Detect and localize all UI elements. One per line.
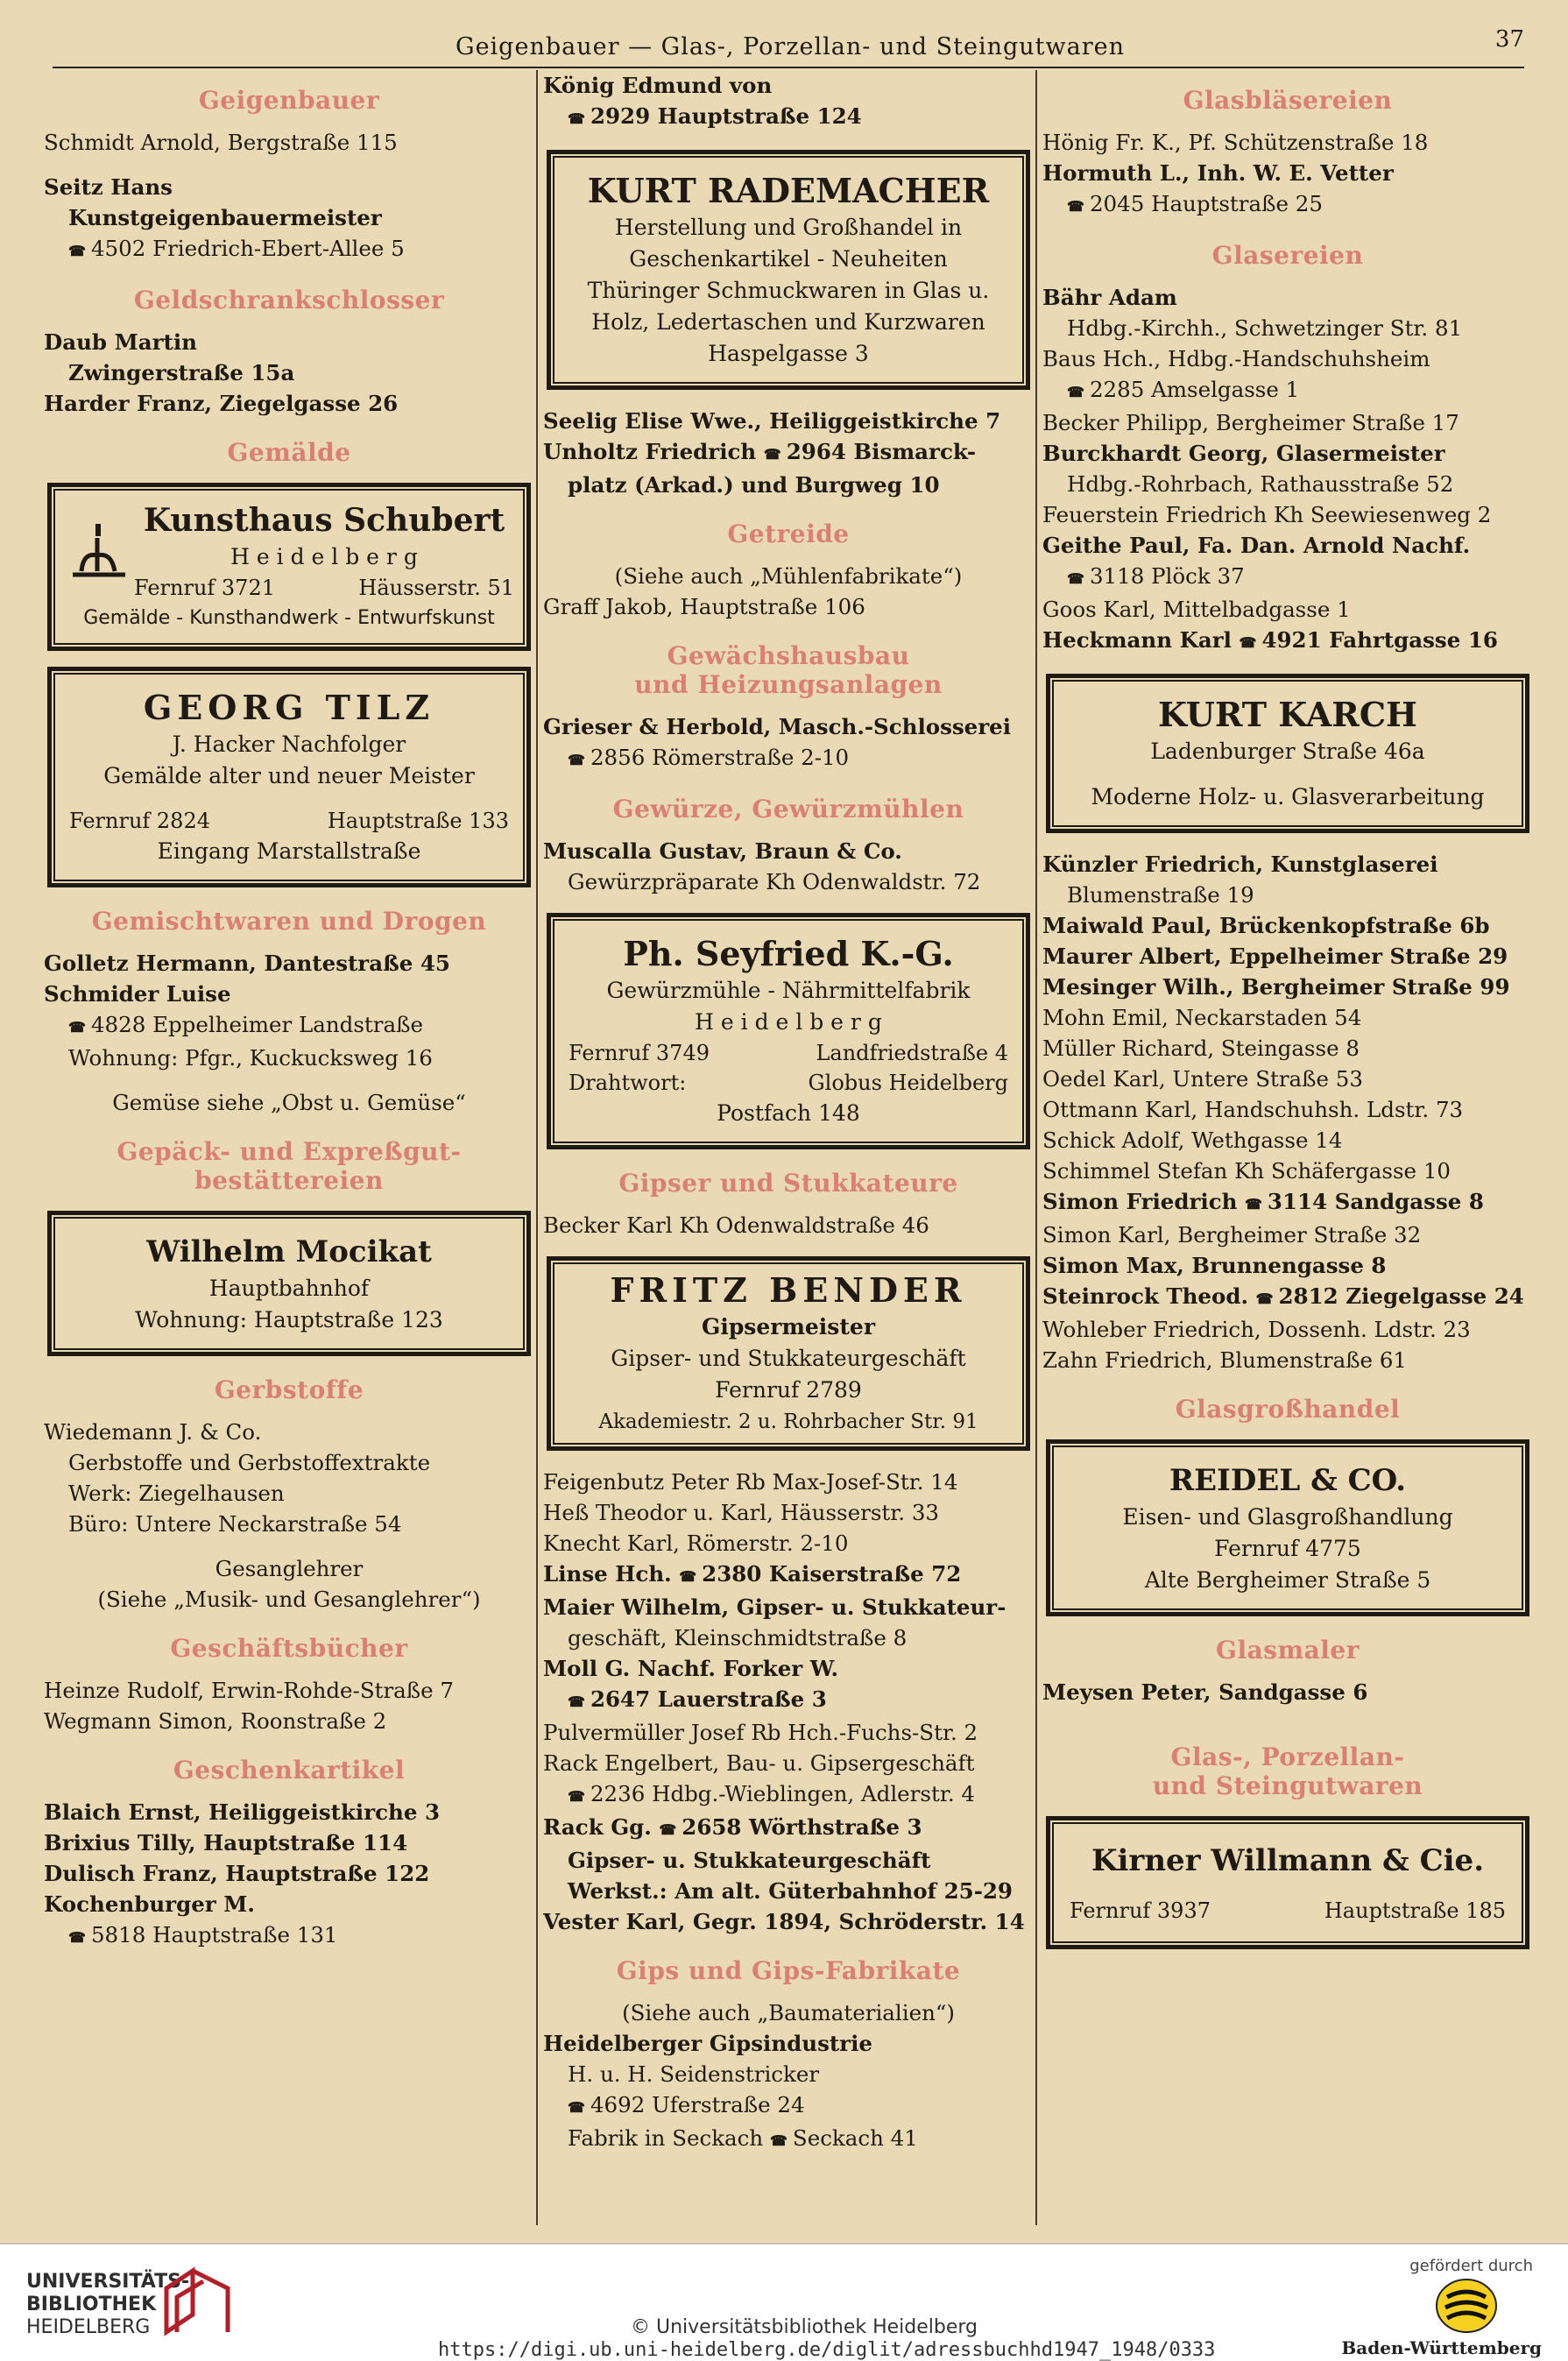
ad-line: Eingang Marstallstraße [157, 838, 421, 864]
entry: Maurer Albert, Eppelheimer Straße 29 [1042, 944, 1508, 969]
section-heading: Getreide [727, 520, 850, 548]
ad-street: Landfriedstraße 4 [816, 1041, 1008, 1065]
entry: Oedel Karl, Untere Straße 53 [1042, 1066, 1363, 1092]
cross-reference: (Siehe „Musik- und Gesanglehrer“) [97, 1587, 481, 1612]
ad-georg-tilz [47, 667, 531, 887]
telephone-icon: ☎ [68, 1929, 86, 1946]
entry: Becker Philipp, Bergheimer Straße 17 [1042, 410, 1459, 435]
ad-name: KURT RADEMACHER [587, 171, 990, 210]
ad-line: Gemälde alter und neuer Meister [103, 763, 475, 788]
entry: Feigenbutz Peter Rb Max-Josef-Str. 14 [543, 1469, 958, 1495]
section-heading: bestättereien [194, 1166, 384, 1195]
entry: Gerbstoffe und Gerbstoffextrakte [68, 1450, 431, 1475]
entry: Heckmann Karl ☎ 4921 Fahrtgasse 16 [1042, 627, 1498, 653]
ad-kirner-willmann [1046, 1816, 1529, 1949]
entry: Gipser- u. Stukkateurgeschäft [568, 1848, 931, 1873]
section-heading: Glasgroßhandel [1175, 1395, 1401, 1424]
entry: Simon Karl, Bergheimer Straße 32 [1042, 1222, 1422, 1248]
ad-phone: Fernruf 3721 [134, 576, 275, 600]
ad-line: Alte Bergheimer Straße 5 [1144, 1567, 1431, 1593]
library-logo-text[interactable]: UNIVERSITÄTS- BIBLIOTHEK HEIDELBERG [26, 2271, 190, 2338]
entry: Werk: Ziegelhausen [68, 1481, 285, 1506]
entry: Müller Richard, Steingasse 8 [1042, 1036, 1360, 1061]
entry: Simon Friedrich ☎ 3114 Sandgasse 8 [1042, 1189, 1484, 1214]
entry: Rack Gg. ☎ 2658 Wörthstraße 3 [543, 1814, 922, 1840]
telephone-icon: ☎ [1067, 384, 1084, 400]
section-heading: und Steingutwaren [1152, 1771, 1423, 1800]
telephone-icon: ☎ [68, 1019, 86, 1036]
ad-name: FRITZ BENDER [610, 1270, 967, 1310]
entry: Muscalla Gustav, Braun & Co. [543, 838, 902, 864]
entry: Hdbg.-Kirchh., Schwetzinger Str. 81 [1067, 315, 1463, 341]
telephone-icon: ☎ [568, 752, 585, 768]
entry: Ottmann Karl, Handschuhsh. Ldstr. 73 [1042, 1097, 1464, 1122]
ad-line: H e i d e l b e r g [695, 1009, 882, 1035]
ad-name: GEORG TILZ [143, 688, 435, 727]
section-heading: Geschenkartikel [173, 1756, 406, 1785]
entry: Rack Engelbert, Bau- u. Gipsergeschäft [543, 1750, 975, 1776]
entry: Vester Karl, Gegr. 1894, Schröderstr. 14 [543, 1909, 1025, 1934]
entry: Seitz Hans [44, 174, 173, 200]
subheading: Gesanglehrer [215, 1556, 364, 1581]
ad-line: Globus Heidelberg [808, 1071, 1008, 1095]
entry: Knecht Karl, Römerstr. 2-10 [543, 1530, 849, 1556]
telephone-icon: ☎ [679, 1568, 697, 1585]
ad-line: Gipsermeister [701, 1314, 876, 1340]
entry: Simon Max, Brunnengasse 8 [1042, 1253, 1387, 1278]
lamp-logo-icon [64, 520, 134, 582]
section-heading: Gerbstoffe [214, 1375, 364, 1404]
entry: ☎ 2285 Amselgasse 1 [1067, 377, 1300, 402]
entry: Wegmann Simon, Roonstraße 2 [44, 1708, 387, 1734]
entry: Dulisch Franz, Hauptstraße 122 [44, 1861, 430, 1886]
copyright-text: © Universitätsbibliothek Heidelberg [631, 2316, 978, 2338]
ad-line: Haspelgasse 3 [708, 341, 869, 366]
entry: Wiedemann J. & Co. [44, 1419, 262, 1445]
section-heading: Geschäftsbücher [170, 1634, 408, 1663]
ad-kurt-karch [1046, 674, 1529, 833]
ad-name: Kirner Willmann & Cie. [1091, 1843, 1485, 1878]
ad-line: Hauptbahnhof [208, 1276, 370, 1301]
section-heading: Gips und Gips-Fabrikate [616, 1956, 961, 1985]
section-heading: Gemischtwaren und Drogen [91, 907, 487, 936]
ad-line: Gipser- und Stukkateurgeschäft [611, 1346, 966, 1371]
entry: Heß Theodor u. Karl, Häusserstr. 33 [543, 1500, 940, 1525]
ad-name: Wilhelm Mocikat [146, 1234, 432, 1269]
telephone-icon: ☎ [659, 1821, 677, 1838]
entry: Schimmel Stefan Kh Schäfergasse 10 [1042, 1158, 1451, 1184]
entry: Heidelberger Gipsindustrie [543, 2031, 872, 2056]
ad-name: REIDEL & CO. [1169, 1463, 1407, 1498]
ad-city: H e i d e l b e r g [230, 544, 418, 569]
ad-line: Fernruf 4775 [1214, 1536, 1361, 1561]
entry: Büro: Untere Neckarstraße 54 [68, 1511, 402, 1537]
ad-street: Hauptstraße 133 [327, 809, 509, 833]
entry: Unholtz Friedrich ☎ 2964 Bismarck- [543, 439, 977, 464]
section-heading: Glasmaler [1216, 1636, 1360, 1665]
entry: Schmidt Arnold, Bergstraße 115 [44, 130, 398, 155]
ad-line: Akademiestr. 2 u. Rohrbacher Str. 91 [598, 1410, 978, 1433]
entry: Kochenburger M. [44, 1891, 255, 1917]
entry: ☎ 2236 Hdbg.-Wieblingen, Adlerstr. 4 [568, 1781, 975, 1806]
ad-wilhelm-mocikat [47, 1211, 531, 1356]
entry: ☎ 5818 Hauptstraße 131 [68, 1922, 338, 1947]
entry: Blaich Ernst, Heiliggeistkirche 3 [44, 1799, 441, 1825]
section-heading: Glasbläsereien [1183, 86, 1393, 115]
section-heading: Gewächshausbau [667, 641, 910, 670]
ad-line: Herstellung und Großhandel in [614, 215, 963, 240]
section-heading: Gipser und Stukkateure [618, 1169, 958, 1198]
sponsor-name: Baden-Württemberg [1341, 2337, 1542, 2358]
section-heading: Gemälde [227, 438, 351, 467]
entry: Feuerstein Friedrich Kh Seewiesenweg 2 [1042, 502, 1492, 527]
entry: Brixius Tilly, Hauptstraße 114 [44, 1830, 408, 1856]
ad-line: Moderne Holz- u. Glasverarbeitung [1091, 784, 1485, 809]
entry: geschäft, Kleinschmidtstraße 8 [568, 1625, 908, 1651]
state-crest-icon [1435, 2278, 1498, 2334]
ad-phone: Fernruf 3749 [569, 1041, 710, 1065]
telephone-icon: ☎ [568, 2099, 585, 2116]
telephone-icon: ☎ [1067, 198, 1084, 215]
section-heading: Glas-, Porzellan- [1170, 1742, 1405, 1771]
entry: Maier Wilhelm, Gipser- u. Stukkateur- [543, 1594, 1006, 1620]
entry: Burckhardt Georg, Glasermeister [1042, 441, 1445, 466]
entry: König Edmund von [543, 73, 773, 98]
ad-line: J. Hacker Nachfolger [172, 732, 406, 757]
entry: ☎ 2929 Hauptstraße 124 [568, 103, 862, 129]
entry: Daub Martin [44, 329, 197, 355]
entry: Blumenstraße 19 [1067, 882, 1254, 908]
library-logo-icon[interactable] [158, 2262, 237, 2341]
telephone-icon: ☎ [769, 2132, 788, 2149]
ad-line: Postfach 148 [717, 1100, 860, 1126]
ad-name: Kunsthaus Schubert [143, 502, 505, 539]
telephone-icon: ☎ [68, 243, 86, 259]
section-heading: Glasereien [1211, 241, 1364, 270]
entry: ☎ 2647 Lauerstraße 3 [568, 1686, 827, 1712]
entry: Graff Jakob, Hauptstraße 106 [543, 594, 865, 619]
entry: Mohn Emil, Neckarstaden 54 [1042, 1005, 1362, 1030]
entry: Pulvermüller Josef Rb Hch.-Fuchs-Str. 2 [543, 1720, 978, 1745]
ad-line: Fernruf 2789 [715, 1377, 862, 1403]
viewer-footer [0, 2243, 1568, 2361]
entry: Maiwald Paul, Brückenkopfstraße 6b [1042, 913, 1490, 938]
column-3 [1042, 70, 1533, 1965]
telephone-icon: ☎ [1255, 1290, 1274, 1307]
entry: Linse Hch. ☎ 2380 Kaiserstraße 72 [543, 1561, 962, 1587]
permalink-url[interactable]: https://digi.ub.uni-heidelberg.de/diglit/adressbuchhd1947_1948/0333 [438, 2339, 1216, 2361]
entry: Werkst.: Am alt. Güterbahnhof 25-29 [568, 1878, 1013, 1904]
entry: Moll G. Nachf. Forker W. [543, 1656, 838, 1681]
entry: Hönig Fr. K., Pf. Schützenstraße 18 [1042, 130, 1429, 155]
entry: Bähr Adam [1042, 285, 1177, 310]
entry: Zahn Friedrich, Blumenstraße 61 [1042, 1347, 1408, 1373]
column-2 [543, 70, 1034, 2156]
entry: Schmider Luise [44, 981, 231, 1007]
telephone-icon: ☎ [568, 1693, 585, 1710]
entry: Wohnung: Pfgr., Kuckucksweg 16 [68, 1045, 433, 1071]
ad-line: Eisen- und Glasgroßhandlung [1122, 1504, 1453, 1530]
entry: Wohleber Friedrich, Dossenh. Ldstr. 23 [1042, 1317, 1471, 1342]
entry: Seelig Elise Wwe., Heiliggeistkirche 7 [543, 408, 1001, 434]
entry: Geithe Paul, Fa. Dan. Arnold Nachf. [1042, 533, 1471, 558]
ad-line: Thüringer Schmuckwaren in Glas u. [587, 278, 990, 303]
telephone-icon: ☎ [1067, 570, 1084, 587]
entry: platz (Arkad.) und Burgweg 10 [568, 472, 940, 498]
section-heading: Geigenbauer [198, 86, 380, 115]
entry: ☎ 3118 Plöck 37 [1067, 563, 1245, 589]
ad-kurt-rademacher [547, 150, 1030, 390]
ad-line: Geschenkartikel - Neuheiten [629, 246, 948, 272]
section-heading: Gewürze, Gewürzmühlen [612, 795, 964, 824]
ad-name: Ph. Seyfried K.-G. [623, 934, 954, 973]
sponsor-label: gefördert durch [1409, 2257, 1533, 2275]
entry: Heinze Rudolf, Erwin-Rohde-Straße 7 [44, 1678, 455, 1703]
ad-line: Gewürzmühle - Nährmittelfabrik [606, 978, 971, 1003]
entry: ☎ 4828 Eppelheimer Landstraße [68, 1012, 423, 1037]
ad-line: Drahtwort: [569, 1071, 687, 1095]
telephone-icon: ☎ [568, 1788, 585, 1805]
entry: Baus Hch., Hdbg.-Handschuhsheim [1042, 346, 1430, 371]
cross-reference: Gemüse siehe „Obst u. Gemüse“ [112, 1090, 466, 1115]
page-number: 37 [1494, 26, 1524, 53]
entry: Kunstgeigenbauermeister [68, 205, 382, 230]
entry: Mesinger Wilh., Bergheimer Straße 99 [1042, 974, 1510, 1000]
ad-street: Häusserstr. 51 [358, 576, 514, 600]
entry: H. u. H. Seidenstricker [568, 2061, 820, 2087]
telephone-icon: ☎ [1239, 634, 1257, 651]
cross-reference: (Siehe auch „Baumaterialien“) [622, 2000, 955, 2025]
entry: Harder Franz, Ziegelgasse 26 [44, 391, 399, 416]
column-divider [1035, 70, 1037, 2225]
section-heading: Geldschrankschlosser [133, 286, 445, 315]
ad-kunsthaus-schubert [47, 483, 531, 651]
entry: Steinrock Theod. ☎ 2812 Ziegelgasse 24 [1042, 1283, 1524, 1309]
ad-fritz-bender [547, 1256, 1030, 1451]
entry: Künzler Friedrich, Kunstglaserei [1042, 852, 1438, 877]
page-title: Geigenbauer — Glas-, Porzellan- und Steingutwaren [456, 33, 1125, 60]
page-header [53, 16, 1524, 68]
entry: Meysen Peter, Sandgasse 6 [1042, 1679, 1368, 1705]
entry: Grieser & Herbold, Masch.-Schlosserei [543, 714, 1012, 739]
ad-street: Hauptstraße 185 [1324, 1898, 1506, 1923]
section-heading: und Heizungsanlagen [634, 670, 943, 699]
entry: ☎ 2856 Römerstraße 2-10 [568, 745, 850, 770]
entry: Zwingerstraße 15a [68, 360, 295, 385]
telephone-icon: ☎ [568, 110, 585, 127]
telephone-icon: ☎ [1244, 1196, 1262, 1212]
section-heading: Gepäck- und Expreßgut- [117, 1137, 462, 1166]
entry: Fabrik in Seckach ☎ Seckach 41 [568, 2125, 918, 2151]
entry: Schick Adolf, Wethgasse 14 [1042, 1127, 1343, 1153]
ad-line: Ladenburger Straße 46a [1150, 739, 1425, 764]
ad-slogan: Gemälde - Kunsthandwerk - Entwurfskunst [83, 607, 495, 629]
entry: Hormuth L., Inh. W. E. Vetter [1042, 160, 1394, 186]
ad-line: Holz, Ledertaschen und Kurzwaren [591, 309, 985, 335]
entry: ☎ 2045 Hauptstraße 25 [1067, 191, 1323, 216]
column-1 [44, 70, 534, 1953]
entry: ☎ 4692 Uferstraße 24 [568, 2092, 805, 2117]
ad-phone: Fernruf 2824 [69, 809, 210, 833]
ad-phone: Fernruf 3937 [1070, 1898, 1211, 1923]
entry: Golletz Hermann, Dantestraße 45 [44, 951, 450, 976]
ad-name: KURT KARCH [1158, 695, 1417, 734]
entry: Becker Karl Kh Odenwaldstraße 46 [543, 1212, 929, 1238]
ad-reidel-co [1046, 1439, 1529, 1616]
telephone-icon: ☎ [763, 446, 781, 463]
cross-reference: (Siehe auch „Mühlenfabrikate“) [614, 563, 963, 589]
entry: Hdbg.-Rohrbach, Rathausstraße 52 [1067, 471, 1454, 497]
entry: Gewürzpräparate Kh Odenwaldstr. 72 [568, 869, 981, 894]
entry: ☎ 4502 Friedrich-Ebert-Allee 5 [68, 236, 405, 261]
entry: Goos Karl, Mittelbadgasse 1 [1042, 597, 1351, 622]
ad-line: Wohnung: Hauptstraße 123 [135, 1307, 443, 1332]
column-divider [536, 70, 538, 2225]
ad-ph-seyfried [547, 913, 1030, 1149]
